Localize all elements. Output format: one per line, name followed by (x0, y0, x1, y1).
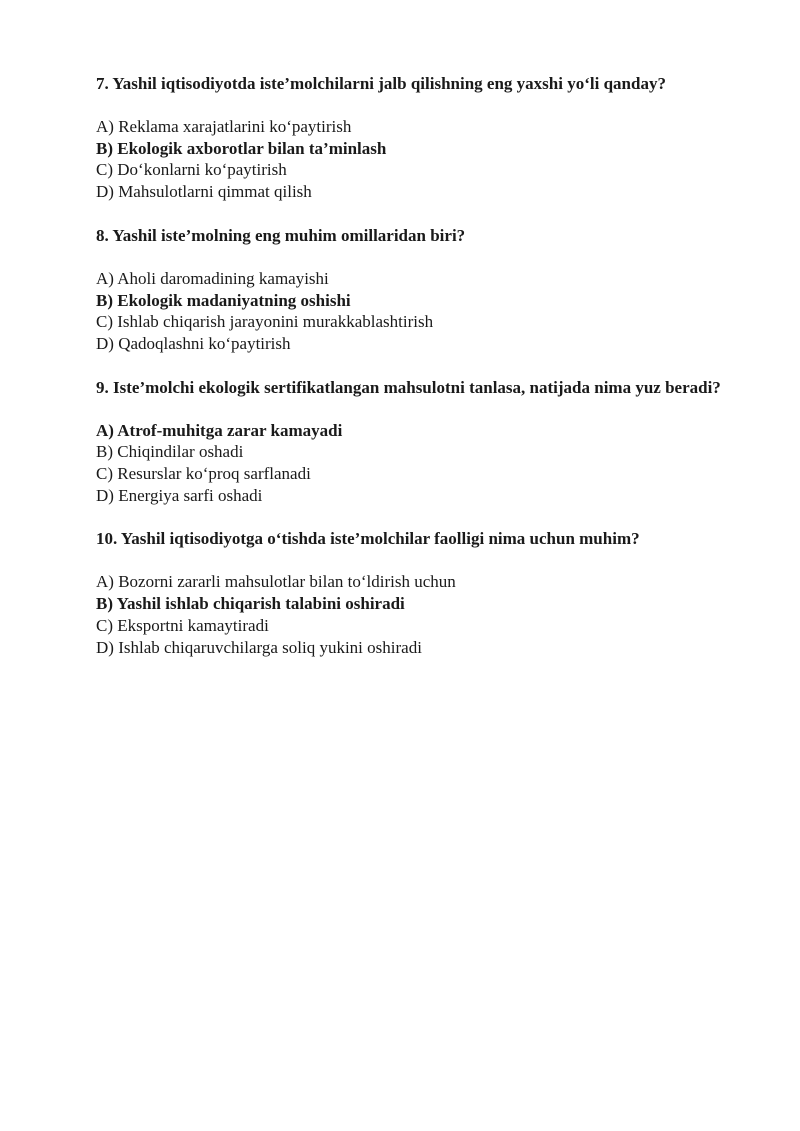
answer-option-a: A) Aholi daromadining kamayishi (96, 268, 329, 288)
question-9 (96, 377, 743, 507)
question-text: 8. Yashil iste’molning eng muhim omillaridan biri? (96, 225, 466, 245)
answer-option-c: C) Resurslar ko‘proq sarflanadi (96, 464, 311, 484)
question-8 (96, 225, 743, 355)
answer-options (96, 268, 743, 355)
question-10 (96, 528, 743, 658)
answer-option-b-correct: B) Yashil ishlab chiqarish talabini oshiradi (96, 594, 405, 614)
quiz-page (96, 73, 743, 658)
answer-option-a: A) Bozorni zararli mahsulotlar bilan to‘ldirish uchun (96, 572, 456, 592)
answer-option-c: C) Ishlab chiqarish jarayonini murakkablashtirish (96, 312, 434, 332)
answer-option-b: B) Chiqindilar oshadi (96, 442, 244, 462)
question-text: 9. Iste’molchi ekologik sertifikatlangan mahsulotni tanlasa, natijada nima yuz beradi? (96, 377, 721, 397)
answer-option-a-correct: A) Atrof-muhitga zarar kamayadi (96, 420, 343, 440)
answer-option-a: A) Reklama xarajatlarini ko‘paytirish (96, 117, 352, 136)
question-7 (96, 73, 743, 203)
answer-option-c: C) Do‘konlarni ko‘paytirish (96, 160, 287, 180)
answer-option-b-correct: B) Ekologik madaniyatning oshishi (96, 290, 351, 310)
answer-option-d: D) Mahsulotlarni qimmat qilish (96, 182, 312, 202)
answer-options (96, 420, 743, 507)
answer-option-d: D) Ishlab chiqaruvchilarga soliq yukini oshiradi (96, 637, 422, 657)
answer-options (96, 116, 743, 203)
answer-option-d: D) Qadoqlashni ko‘paytirish (96, 333, 291, 353)
question-text: 7. Yashil iqtisodiyotda iste’molchilarni jalb qilishning eng yaxshi yo‘li qanday? (96, 74, 666, 93)
answer-option-c: C) Eksportni kamaytiradi (96, 615, 269, 635)
question-text: 10. Yashil iqtisodiyotga o‘tishda iste’molchilar faolligi nima uchun muhim? (96, 529, 640, 549)
answer-option-b-correct: B) Ekologik axborotlar bilan ta’minlash (96, 138, 387, 158)
answer-option-d: D) Energiya sarfi oshadi (96, 485, 263, 505)
answer-options (96, 571, 743, 658)
